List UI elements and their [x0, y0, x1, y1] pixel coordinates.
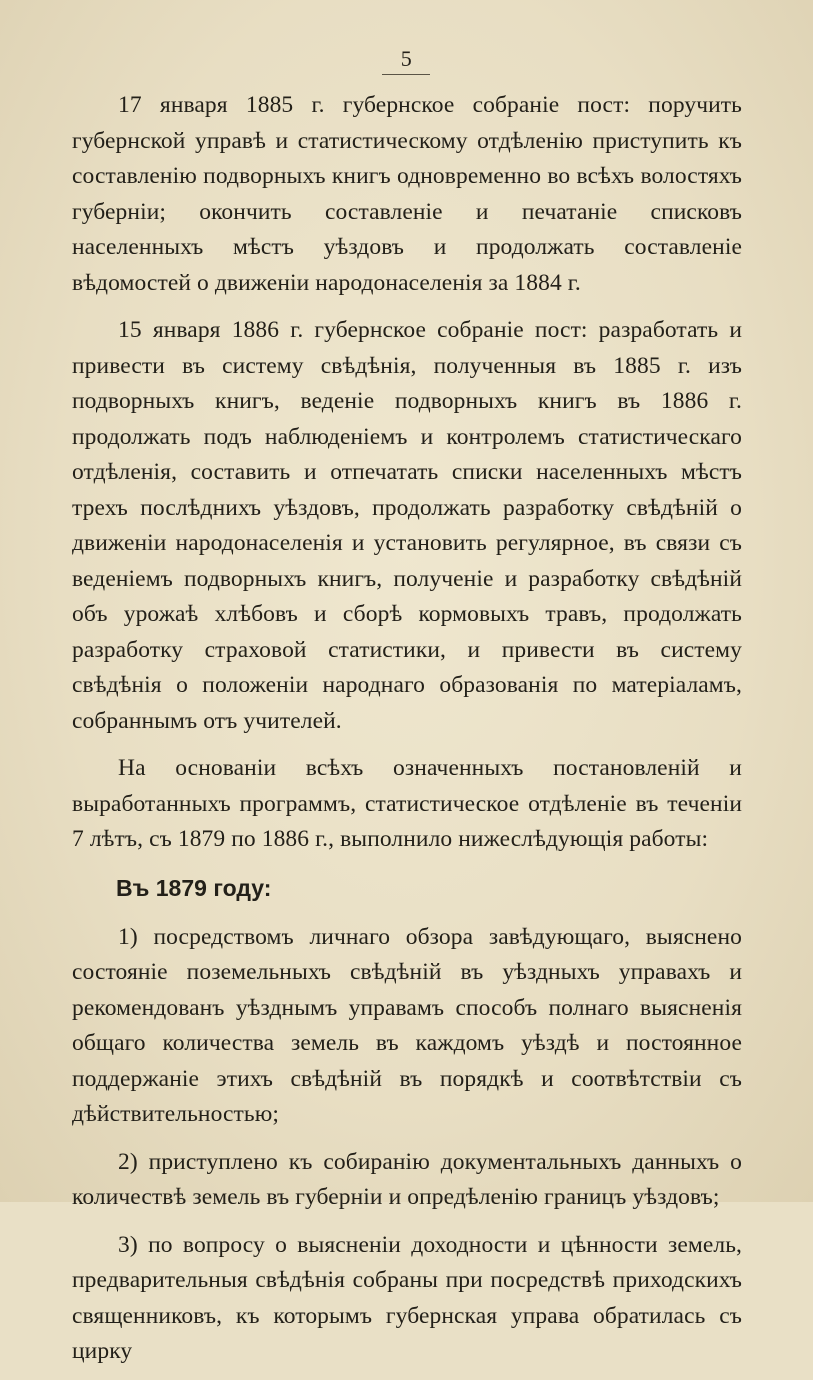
paragraph-1886: 15 января 1886 г. губернское собраніе пост: разработать и привести въ систему свѣдѣнія, полученныя въ 1885 г. изъ подворныхъ книгъ, веденіе подворныхъ книгъ въ 1886 г. продолжать подъ наблюденіемъ и контролемъ статистическаго отдѣленія, составить и отпечатать списки населенныхъ мѣстъ трехъ послѣднихъ уѣздовъ, продолжать разработку свѣдѣній о движеніи народонаселенія и установить регулярное, въ связи съ веденіемъ подворныхъ книгъ, полученіе и разработку свѣдѣній объ урожаѣ хлѣбовъ и сборѣ кормовыхъ травъ, продолжать разработку страховой статистики, и привести въ систему свѣдѣнія о положеніи народнаго образованія по матеріаламъ, собраннымъ отъ учителей. — [72, 317, 742, 734]
list-item: 1) посредствомъ личнаго обзора завѣдующаго, выяснено состояніе поземельныхъ свѣдѣній въ уѣздныхъ управахъ и рекомендованъ уѣзднымъ управамъ способъ полнаго выясненія общаго количества земель въ каждомъ уѣздѣ и постоянное поддержаніе этихъ свѣдѣній въ порядкѣ и соотвѣтствіи съ дѣйствительностью; — [72, 923, 742, 1127]
page-number-rule — [382, 74, 430, 75]
paragraph-1885: 17 января 1885 г. губернское собраніе пост: поручить губернской управѣ и статистическому отдѣленію приступить къ составленію подворныхъ книгъ одновременно во всѣхъ волостяхъ губерніи; окончить составленіе и печатаніе списковъ населенныхъ мѣстъ уѣздовъ и продолжать составленіе вѣдомостей о движеніи народонаселенія за 1884 г. — [72, 92, 742, 296]
page-number: 5 — [400, 46, 413, 71]
list-item: 3) по вопросу о выясненіи доходности и цѣнности земель, предварительныя свѣдѣнія собраны при посредствѣ приходскихъ священниковъ, къ которымъ губернская управа обратилась съ цирку — [72, 1231, 742, 1364]
list-item: 2) приступлено къ собиранію документальныхъ данныхъ о количествѣ земель въ губерніи и опредѣленію границъ уѣздовъ; — [72, 1148, 742, 1210]
paragraph-summary: На основаніи всѣхъ означенныхъ постановленій и выработанныхъ программъ, статистическое отдѣленіе въ теченіи 7 лѣтъ, съ 1879 по 1886 г., выполнило нижеслѣдующія работы: — [72, 755, 742, 852]
body-text — [72, 88, 742, 1380]
section-heading-1879: Въ 1879 году: — [116, 874, 272, 901]
